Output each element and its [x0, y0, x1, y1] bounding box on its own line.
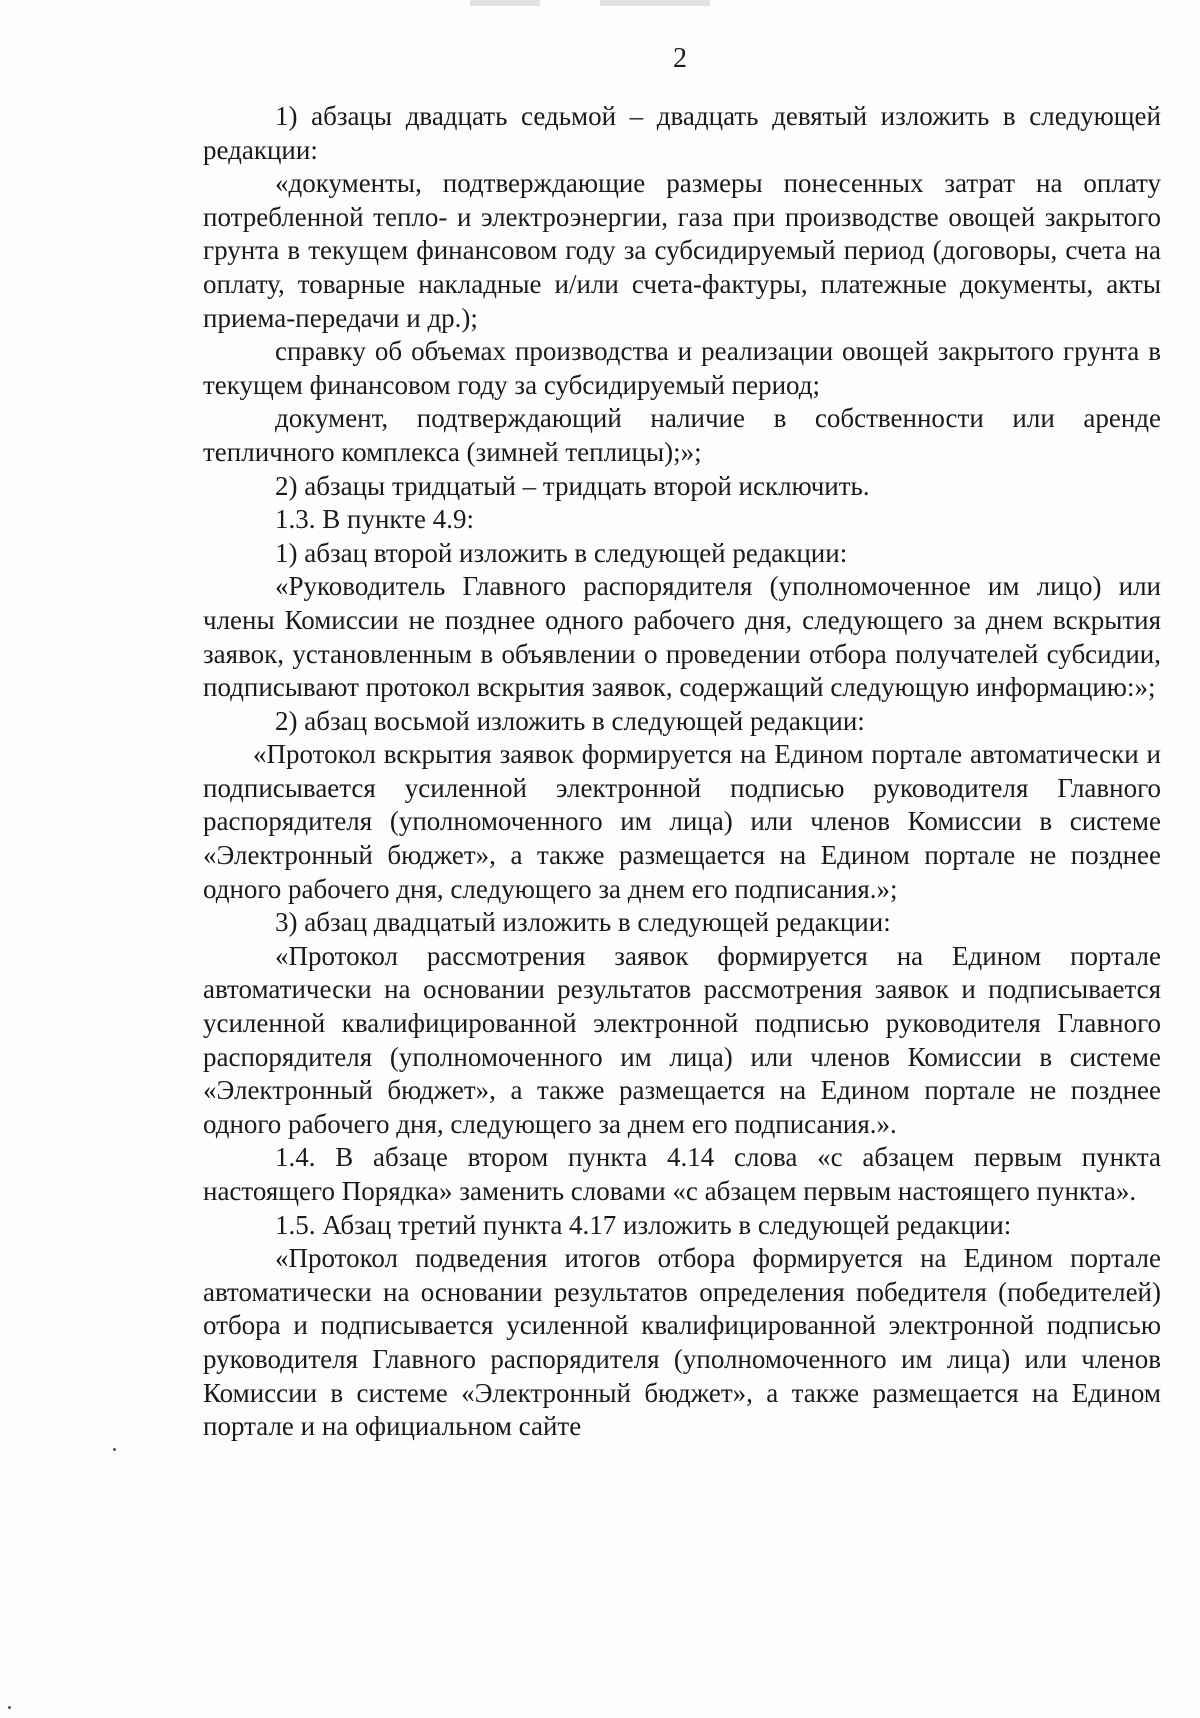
scan-artifact: [470, 0, 540, 6]
paragraph: 1.4. В абзаце втором пункта 4.14 слова «с абзацем первым пункта настоящего Порядка» заменить словами «с абзацем первым настоящего пункта».: [203, 1142, 1161, 1206]
paragraph: 2) абзац восьмой изложить в следующей редакции:: [275, 705, 865, 736]
paragraph: «Руководитель Главного распорядителя (уполномоченное им лицо) или члены Комиссии не позднее одного рабочего дня, следующего за днем вскрытия заявок, установленным в объявлении о проведении отбора получателей субсидии, подписывают протокол вскрытия заявок, содержащий следующую информацию:»;: [203, 571, 1161, 703]
paragraph: справку об объемах производства и реализации овощей закрытого грунта в текущем финансовом году за субсидируемый период;: [203, 336, 1161, 400]
paragraph: документ, подтверждающий наличие в собственности или аренде тепличного комплекса (зимней теплицы);»;: [203, 403, 1161, 467]
paragraph: 1.5. Абзац третий пункта 4.17 изложить в следующей редакции:: [275, 1209, 1012, 1240]
paragraph: «Протокол рассмотрения заявок формируется на Едином портале автоматически на основании результатов рассмотрения заявок и подписывается усиленной квалифицированной электронной подписью руководителя Главного распорядителя (уполномоченного им лица) или членов Комиссии в системе «Электронный бюджет», а также размещается на Едином портале не позднее одного рабочего дня, следующего за днем его подписания.».: [203, 940, 1161, 1139]
paragraph: «Протокол подведения итогов отбора формируется на Едином портале автоматически на основании результатов определения победителя (победителей) отбора и подписывается усиленной квалифицированной электронной подписью руководителя Главного распорядителя (уполномоченного им лица) или членов Комиссии в системе «Электронный бюджет», а также размещается на Едином портале и на официальном сайте: [203, 1243, 1161, 1442]
paragraph: «документы, подтверждающие размеры понесенных затрат на оплату потребленной тепло- и электроэнергии, газа при производстве овощей закрытого грунта в текущем финансовом году за субсидируемый период (договоры, счета на оплату, товарные накладные и/или счета-фактуры, платежные документы, акты приема-передачи и др.);: [203, 168, 1161, 333]
paragraph: 1) абзац второй изложить в следующей редакции:: [275, 537, 848, 568]
paragraph: «Протокол вскрытия заявок формируется на Едином портале автоматически и подписывается усиленной электронной подписью руководителя Главного распорядителя (уполномоченного им лица) или членов Комиссии в системе «Электронный бюджет», а также размещается на Едином портале не позднее одного рабочего дня, следующего за днем его подписания.»;: [203, 739, 1161, 904]
document-body: [203, 100, 1161, 1444]
paragraph: 2) абзацы тридцатый – тридцать второй исключить.: [275, 470, 870, 501]
paragraph: 3) абзац двадцатый изложить в следующей редакции:: [275, 907, 891, 938]
scan-speck: [113, 1448, 116, 1451]
paragraph: 1.3. В пункте 4.9:: [275, 504, 474, 535]
scan-artifact: [600, 0, 710, 6]
scan-speck: [8, 1706, 11, 1709]
paragraph: 1) абзацы двадцать седьмой – двадцать девятый изложить в следующей редакции:: [203, 101, 1161, 165]
page-number: 2: [673, 43, 687, 74]
